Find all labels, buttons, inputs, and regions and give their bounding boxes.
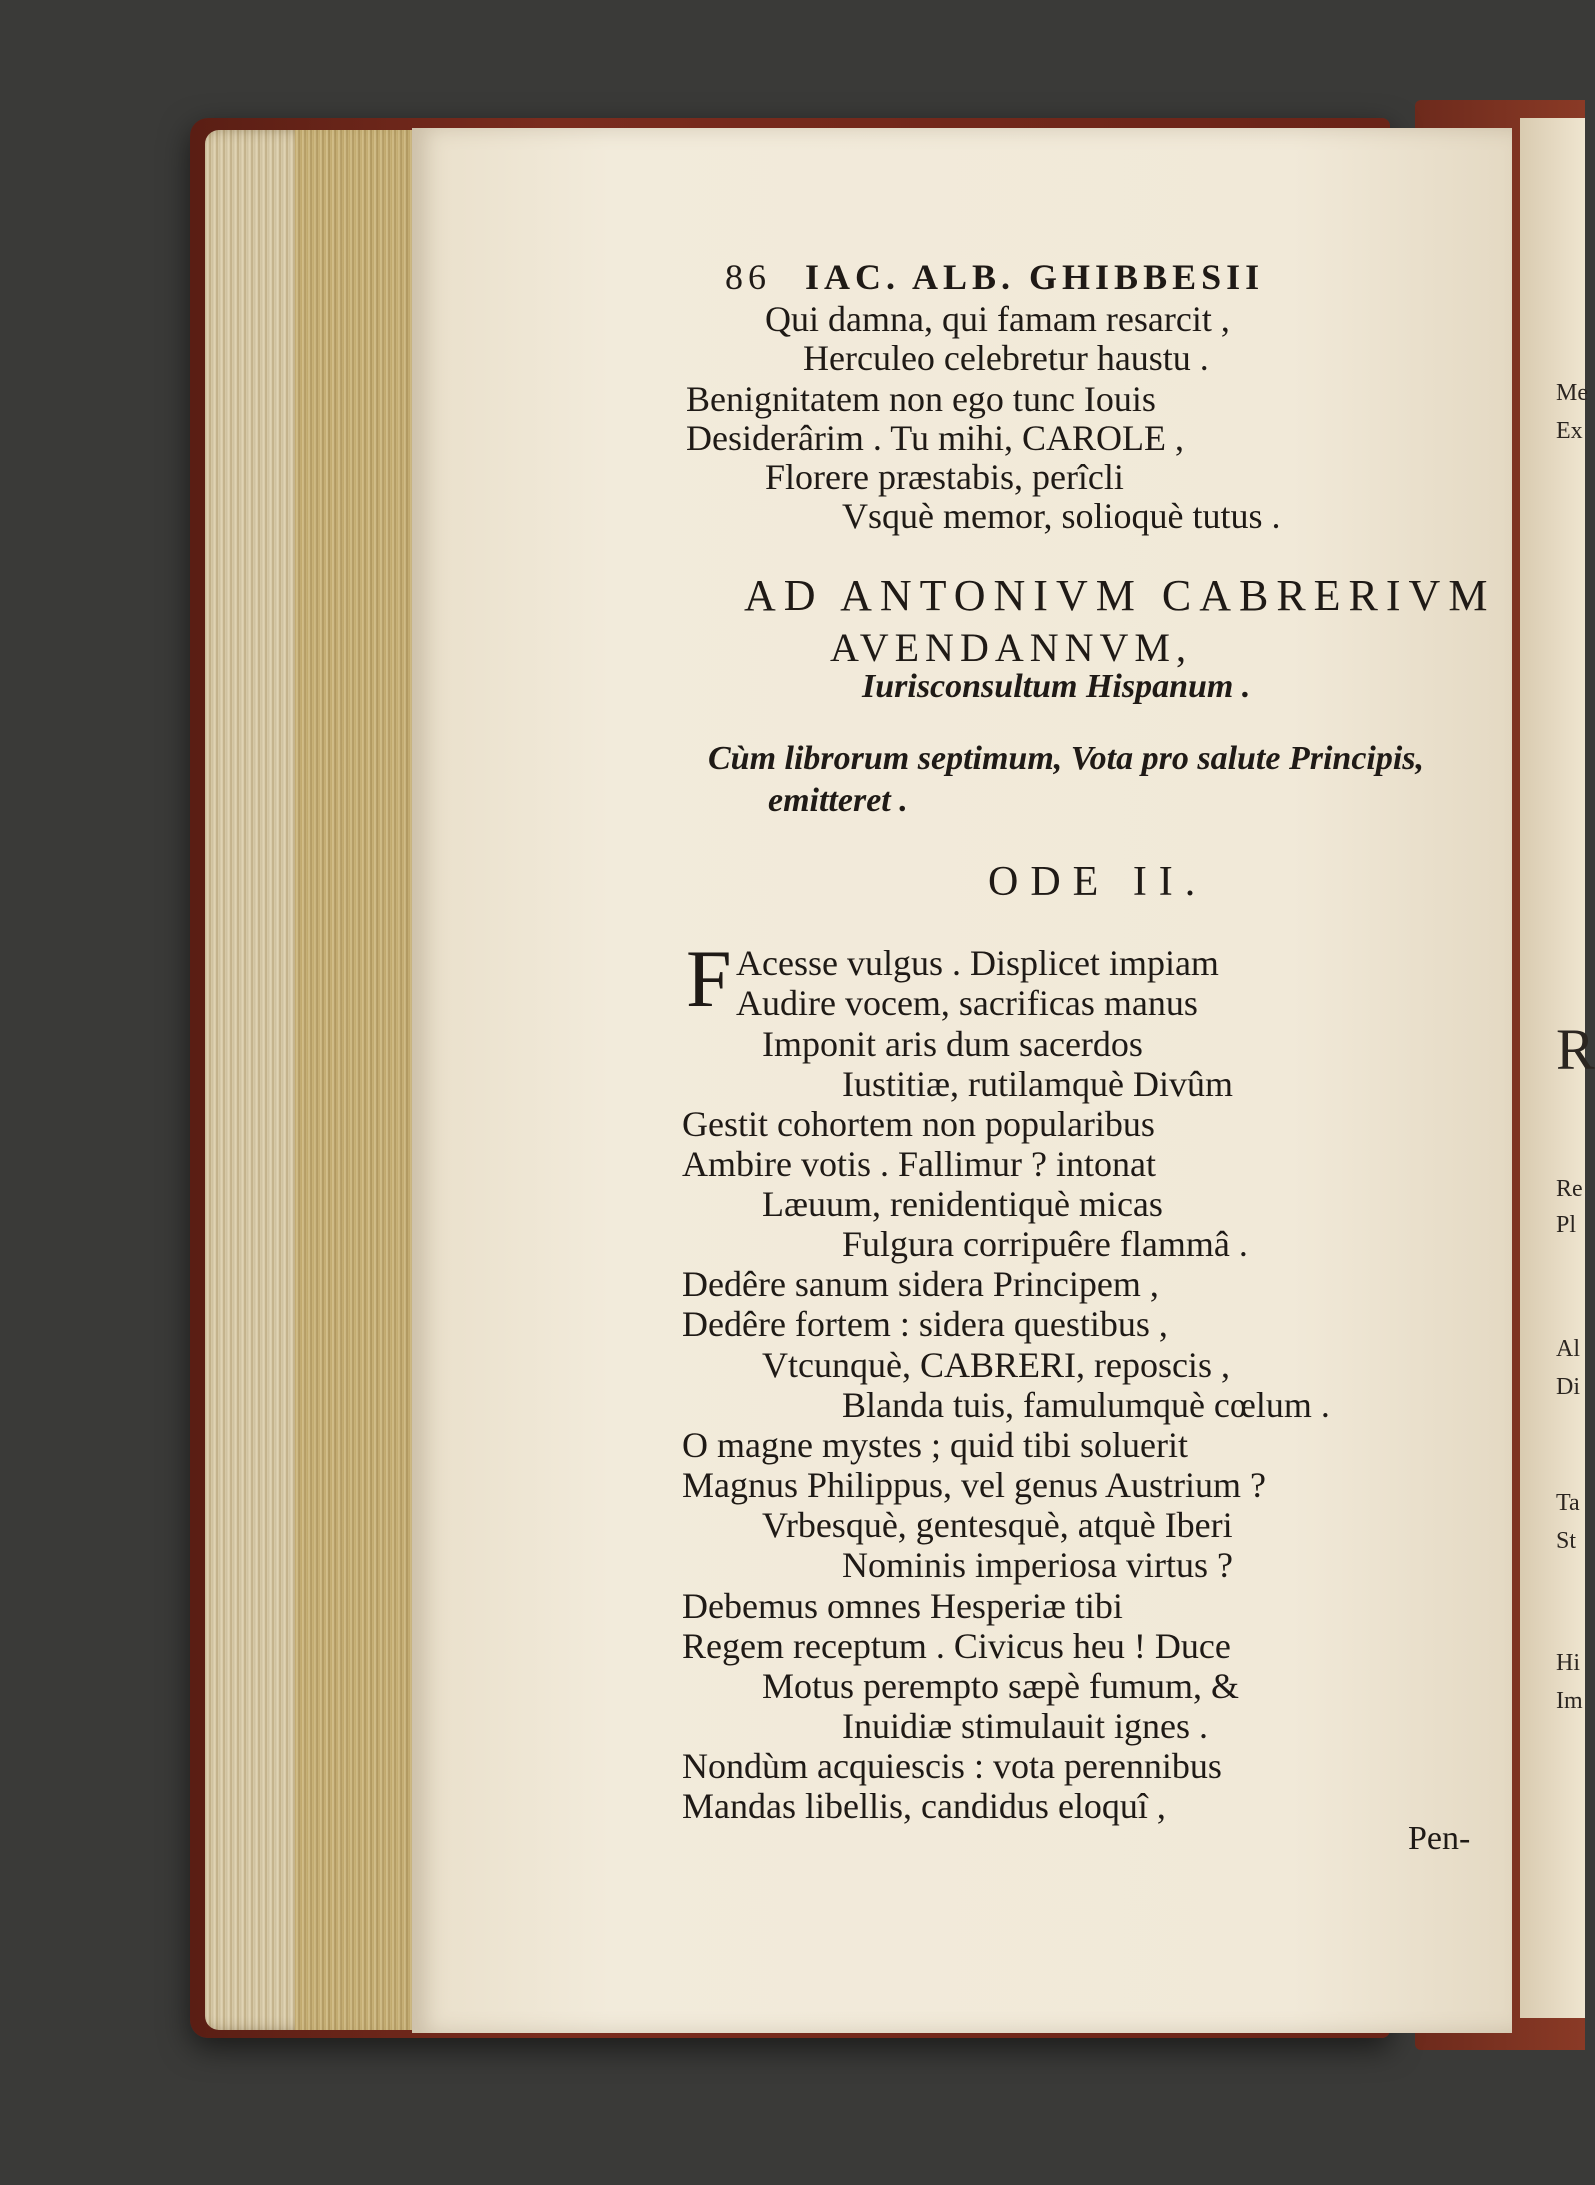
facing-page-fragment: Ta <box>1556 1490 1580 1516</box>
ode-line: Magnus Philippus, vel genus Austrium ? <box>682 1465 1266 1505</box>
ode-line: Læuum, renidentiquè micas <box>762 1184 1163 1224</box>
verse-line: Vsquè memor, solioquè tutus . <box>842 496 1281 536</box>
facing-page-fragment: Ex <box>1556 418 1583 444</box>
facing-page-fragment: Al <box>1556 1336 1580 1362</box>
ode-line: Fulgura corripuêre flammâ . <box>842 1224 1248 1264</box>
facing-page-fragment: Im <box>1556 1688 1583 1714</box>
facing-page-fragment: Me <box>1556 380 1588 406</box>
gilt-edge <box>295 130 415 2030</box>
ode-line: Imponit aris dum sacerdos <box>762 1024 1143 1064</box>
ode-line: Ambire votis . Fallimur ? intonat <box>682 1144 1156 1184</box>
ode-line: Nondùm acquiescis : vota perennibus <box>682 1746 1222 1786</box>
ode-line: Dedêre fortem : sidera questibus , <box>682 1304 1168 1344</box>
verse-line: Herculeo celebretur haustu . <box>803 338 1209 378</box>
heading-line-2: AVENDANNVM, <box>830 625 1192 670</box>
ode-line: Dedêre sanum sidera Principem , <box>682 1264 1159 1304</box>
ode-line: Inuidiæ stimulauit ignes . <box>842 1706 1208 1746</box>
facing-page-fragment: Pl <box>1556 1212 1577 1238</box>
verse-line: Desiderârim . Tu mihi, CAROLE , <box>686 418 1185 458</box>
verse-line: Benignitatem non ego tunc Iouis <box>686 379 1156 419</box>
page-block-edges <box>205 130 415 2030</box>
running-head-author: IAC. ALB. GHIBBESII <box>805 257 1265 297</box>
ode-line: Mandas libellis, candidus eloquî , <box>682 1786 1166 1826</box>
heading-line-1: AD ANTONIVM CABRERIVM <box>744 571 1496 620</box>
facing-page-fragment: St <box>1556 1528 1577 1554</box>
ode-line: Nominis imperiosa virtus ? <box>842 1545 1233 1585</box>
ode-line: Motus perempto sæpè fumum, & <box>762 1666 1239 1706</box>
ode-title: ODE II. <box>988 859 1208 905</box>
facing-page-fragment: Re <box>1556 1176 1583 1202</box>
facing-page-fragment: Di <box>1556 1374 1580 1400</box>
catchword: Pen- <box>1408 1820 1471 1857</box>
page-number: 86 <box>725 257 771 297</box>
dedication-line: Cùm librorum septimum, Vota pro salute Principis, <box>708 740 1425 777</box>
ode-line: O magne mystes ; quid tibi soluerit <box>682 1425 1188 1465</box>
facing-page <box>1520 118 1595 2018</box>
running-head <box>725 256 1264 298</box>
ode-line: Regem receptum . Civicus heu ! Duce <box>682 1626 1231 1666</box>
facing-page-fragment: R <box>1556 1017 1595 1082</box>
ode-line: Vrbesquè, gentesquè, atquè Iberi <box>762 1505 1233 1545</box>
dedication-line: emitteret . <box>768 782 908 819</box>
ode-line: Blanda tuis, famulumquè cœlum . <box>842 1385 1330 1425</box>
verse-line: Florere præstabis, perîcli <box>765 457 1124 497</box>
ode-line: Acesse vulgus . Displicet impiam <box>736 943 1219 983</box>
heading-line-3: Iurisconsultum Hispanum . <box>862 668 1251 705</box>
verse-line: Qui damna, qui famam resarcit , <box>765 299 1230 339</box>
facing-page-fragment: Hi <box>1556 1650 1580 1676</box>
ode-line: Iustitiæ, rutilamquè Divûm <box>842 1064 1233 1104</box>
drop-cap: F <box>686 933 732 1024</box>
ode-line: Vtcunquè, CABRERI, reposcis , <box>762 1345 1230 1385</box>
ode-line: Debemus omnes Hesperiæ tibi <box>682 1586 1123 1626</box>
ode-line: Audire vocem, sacrificas manus <box>736 983 1198 1023</box>
ode-line: Gestit cohortem non popularibus <box>682 1104 1155 1144</box>
